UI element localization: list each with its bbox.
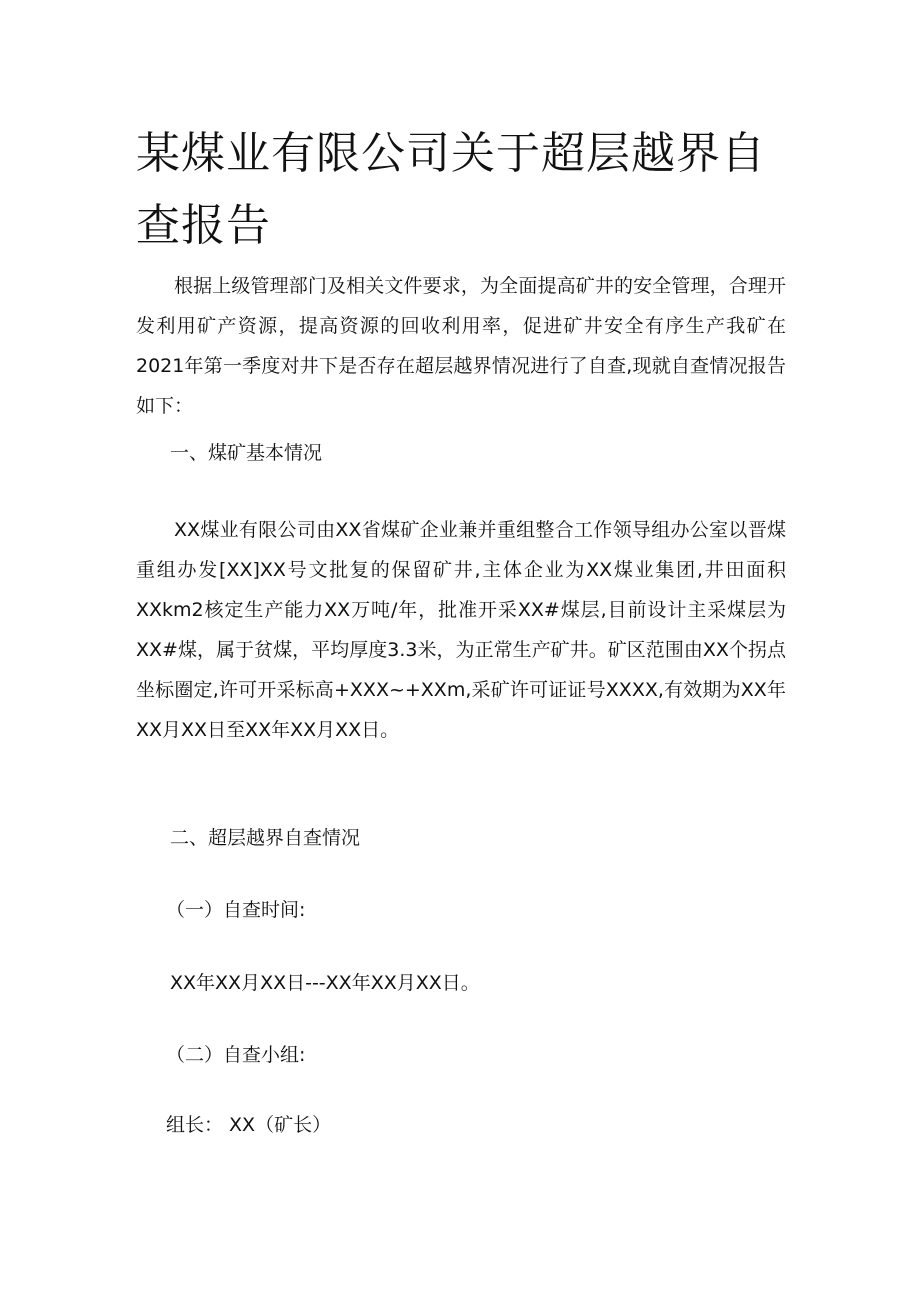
- document-title: 某煤业有限公司关于超层越界自查报告: [136, 128, 766, 251]
- section-1-heading: 一、煤矿基本情况: [170, 442, 323, 464]
- intro-paragraph: 根据上级管理部门及相关文件要求，为全面提高矿井的安全管理，合理开发利用矿产资源，提高资源的回收利用率，促进矿井安全有序生产我矿在2021年第一季度对井下是否存在超层越界情况进行了自查,现就自查情况报告如下：: [136, 275, 786, 417]
- section-2-heading: 二、超层越界自查情况: [170, 827, 361, 849]
- section-1-body: XX煤业有限公司由XX省煤矿企业兼并重组整合工作领导组办公室以晋煤重组办发[XX]XX号文批复的保留矿井,主体企业为XX煤业集团,井田面积XXkm2核定生产能力XX万吨/年，批准开采XX#煤层,目前设计主采煤层为XX#煤，属于贫煤，平均厚度3.3米，为正常生产矿井。矿区范围由XX个拐点坐标圈定,许可开采标高+XXX~+XXm,采矿许可证证号XXXX,有效期为XX年XX月XX日至XX年XX月XX日。: [136, 519, 786, 741]
- subsection-1-heading: （一）自查时间:: [166, 899, 306, 921]
- subsection-2-heading: （二）自查小组:: [166, 1044, 306, 1066]
- group-leader-line: 组长： XX（矿长）: [166, 1114, 332, 1136]
- subsection-1-body: XX年XX月XX日---XX年XX月XX日。: [170, 972, 480, 994]
